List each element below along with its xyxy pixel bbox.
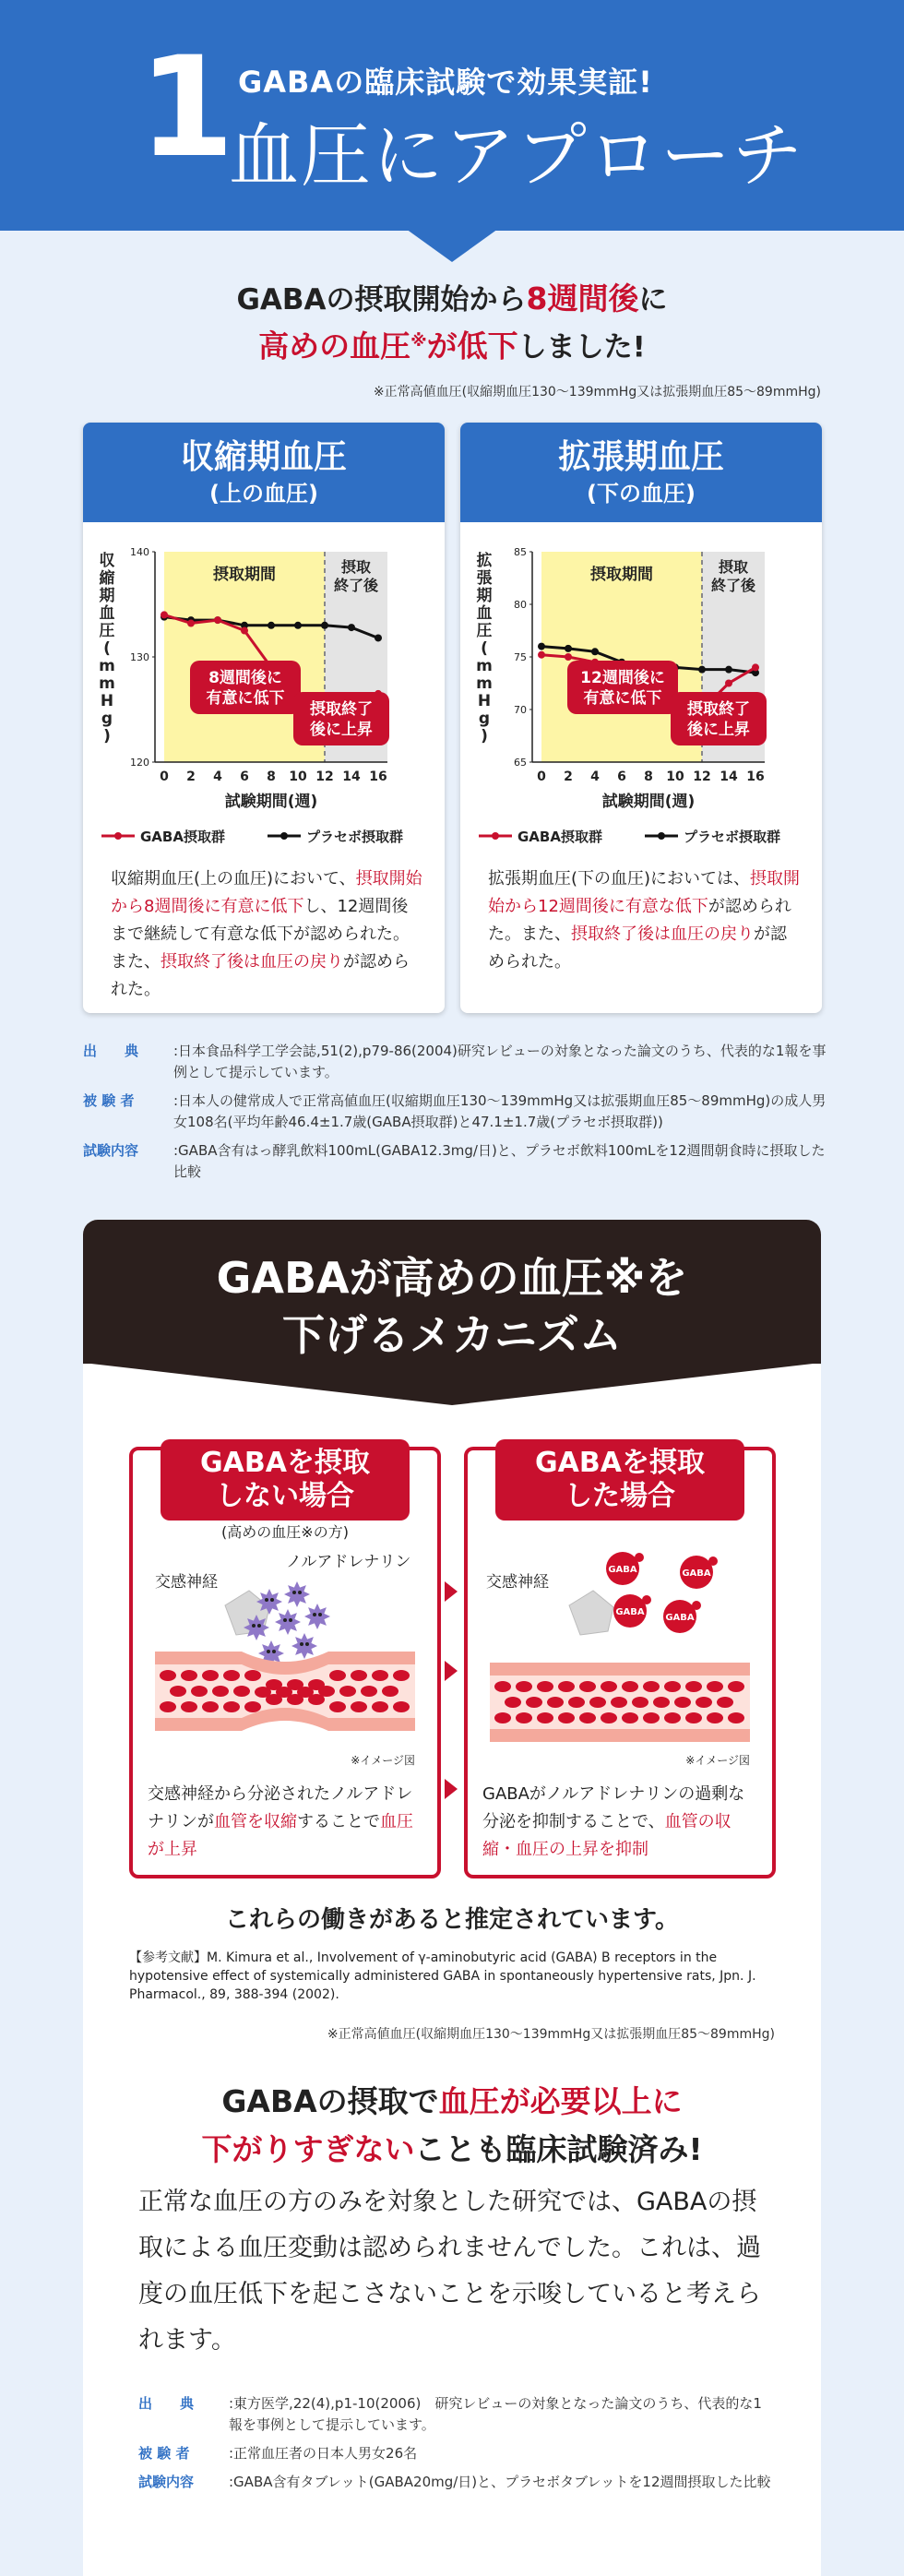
blood-cell — [372, 1701, 388, 1712]
x-tick-label: 14 — [720, 769, 738, 784]
x-tick-label: 4 — [590, 769, 600, 784]
data-point — [591, 648, 599, 655]
data-point — [214, 616, 221, 624]
hero-arrow — [406, 229, 498, 262]
molecule-eye — [298, 1591, 302, 1594]
ref-value: :GABA含有タブレット(GABA20mg/日)と、プラセボタブレットを12週間摂取した比較 — [229, 2474, 771, 2490]
data-point — [698, 666, 706, 674]
diastolic-card-text: 拡張期血圧(下の血圧)においては、摂取開始から12週間後に有意な低下が認められた。また、摂取終了後は血圧の戻りが認められた。 — [488, 869, 801, 972]
ref-key: 出 典 — [138, 2395, 195, 2412]
region-label-intake: 摂取期間 — [213, 566, 276, 584]
blood-cell — [717, 1697, 733, 1708]
noradrenaline-molecule — [304, 1604, 330, 1629]
blood-cell — [547, 1697, 564, 1708]
legend-label: GABA摂取群 — [140, 829, 225, 845]
ref-value: :日本食品科学工学会誌,51(2),p79-86(2004)研究レビューの対象となった論文のうち、代表的な1報を事例として提示しています。 — [173, 1043, 827, 1080]
blood-cell — [526, 1697, 542, 1708]
mechanism-section — [83, 1220, 821, 2576]
y-axis-label: 拡張期血圧( m m H g ) — [476, 552, 493, 745]
x-tick-label: 6 — [617, 769, 626, 784]
noradrenaline-molecule — [256, 1589, 282, 1615]
x-tick-label: 10 — [666, 769, 684, 784]
x-tick-label: 12 — [693, 769, 711, 784]
blood-cell — [728, 1681, 744, 1692]
molecule-eye — [289, 1618, 292, 1622]
blood-cell — [223, 1670, 240, 1681]
blood-cell — [308, 1694, 325, 1705]
molecule-eye — [267, 1650, 270, 1653]
ref-key: 試験内容 — [83, 1142, 139, 1159]
blood-cell — [361, 1686, 377, 1697]
molecule-eye — [252, 1624, 256, 1628]
systolic-card-text: 収縮期血圧(上の血圧)において、摂取開始から8週間後に有意に低下し、12週間後まで継続して有意な低下が認められた。また、摂取終了後は血圧の戻りが認められた。 — [111, 869, 422, 999]
legend-label: プラセボ摂取群 — [684, 829, 781, 845]
footnote-normal-high-bp-2: ※正常高値血圧(収縮期血圧130〜139mmHg又は拡張期血圧85〜89mmHg) — [327, 2027, 775, 2042]
y-tick-label: 140 — [130, 546, 149, 558]
gaba-molecule-tail — [635, 1553, 644, 1562]
blood-cell — [494, 1712, 511, 1723]
molecule-eye — [300, 1642, 303, 1646]
panel-without-gaba-tab: GABAを摂取 しない場合 — [161, 1439, 410, 1521]
data-point — [375, 634, 382, 641]
blood-cell — [351, 1701, 367, 1712]
arrow-right-icon — [445, 1779, 458, 1799]
blood-cell — [728, 1712, 744, 1723]
blood-cell — [372, 1670, 388, 1681]
diastolic-card-header — [460, 423, 822, 522]
blood-cell — [494, 1681, 511, 1692]
arrow-right-icon — [445, 1661, 458, 1681]
blood-cell — [329, 1701, 346, 1712]
blood-cell — [643, 1681, 660, 1692]
region-label-post-1: 摂取 — [718, 558, 749, 576]
blood-cell — [516, 1681, 532, 1692]
blood-cell — [160, 1701, 176, 1712]
molecule-eye — [283, 1618, 287, 1622]
region-label-post-2: 終了後 — [710, 577, 756, 594]
blood-cell — [244, 1701, 261, 1712]
condition-label: (高めの血圧※の方) — [221, 1524, 349, 1541]
annotation-text: 有意に低下 — [583, 689, 662, 708]
x-tick-label: 16 — [746, 769, 765, 784]
legend-swatch-dot — [114, 832, 122, 840]
annotation-text: 12週間後に — [580, 669, 665, 687]
blood-cell — [191, 1686, 208, 1697]
blood-cell — [212, 1686, 229, 1697]
x-axis-label: 試験期間(週) — [601, 793, 696, 811]
blood-cell — [611, 1697, 627, 1708]
annotation-text: 摂取終了 — [310, 700, 373, 719]
molecule-eye — [257, 1624, 261, 1628]
gaba-molecule-label: GABA — [608, 1565, 637, 1575]
blood-cell — [537, 1712, 553, 1723]
gaba-molecule-label: GABA — [682, 1568, 711, 1579]
blood-cell — [622, 1712, 638, 1723]
x-tick-label: 0 — [537, 769, 546, 784]
molecule-eye — [270, 1598, 274, 1602]
blood-cell — [287, 1694, 303, 1705]
blood-cell — [329, 1670, 346, 1681]
blood-cell — [537, 1681, 553, 1692]
y-tick-label: 85 — [514, 546, 527, 558]
x-tick-label: 8 — [644, 769, 653, 784]
noradrenaline-molecule — [284, 1581, 310, 1607]
blood-cell — [685, 1712, 702, 1723]
x-tick-label: 2 — [564, 769, 573, 784]
blood-cell — [516, 1712, 532, 1723]
data-point — [538, 643, 545, 650]
x-tick-label: 6 — [240, 769, 249, 784]
vessel-with-gaba-illustration — [468, 1524, 772, 1783]
y-tick-label: 75 — [514, 651, 527, 663]
blood-cell — [244, 1670, 261, 1681]
blood-cell — [266, 1694, 282, 1705]
data-point — [538, 651, 545, 659]
blood-cell — [589, 1697, 606, 1708]
diastolic-card-title: 拡張期血圧 — [557, 438, 724, 476]
molecule-eye — [318, 1613, 322, 1616]
nerve-label: 交感神経 — [486, 1573, 549, 1592]
hero-title: 血圧にアプローチ — [229, 114, 804, 197]
annotation-text: 摂取終了 — [687, 700, 750, 719]
systolic-card — [83, 423, 445, 1013]
data-point — [725, 680, 732, 687]
blood-cell — [601, 1712, 617, 1723]
systolic-card-subtitle: (上の血圧) — [209, 481, 318, 507]
y-axis-label: 収縮期血圧( m m H g ) — [99, 552, 115, 745]
blood-cell — [170, 1686, 186, 1697]
x-tick-label: 10 — [289, 769, 307, 784]
data-point — [187, 620, 195, 627]
hero-banner — [0, 0, 904, 231]
blood-cell — [622, 1681, 638, 1692]
noradrenaline-molecule — [244, 1615, 269, 1640]
data-point — [161, 611, 168, 618]
gaba-molecule-tail — [642, 1595, 651, 1604]
blood-cell — [579, 1712, 596, 1723]
ref-value: :日本人の健常成人で正常高値血圧(収縮期血圧130〜139mmHg又は拡張期血圧85〜89mmHg)の成人男女108名(平均年齢46.4±1.7歳(GABA摂取群)と47.1±1.7歳(プラセボ摂取群)) — [173, 1092, 827, 1130]
x-axis-label: 試験期間(週) — [224, 793, 318, 811]
panel-with-gaba-tab: GABAを摂取 した場合 — [495, 1439, 744, 1521]
study-references-1 — [83, 1041, 830, 1190]
gaba-molecule-label: GABA — [665, 1613, 695, 1623]
data-point — [268, 622, 275, 629]
ref-row — [138, 2443, 775, 2464]
blood-cell — [181, 1670, 197, 1681]
noradrenaline-molecule — [291, 1633, 317, 1659]
legend-label: GABA摂取群 — [517, 829, 602, 845]
section-number: 1 — [138, 28, 235, 188]
blood-cell — [674, 1697, 691, 1708]
nerve-label: 交感神経 — [155, 1573, 218, 1592]
legend-swatch-dot — [492, 832, 499, 840]
systolic-card-title: 収縮期血圧 — [180, 438, 347, 476]
ref-key: 試験内容 — [138, 2474, 195, 2490]
data-point — [565, 653, 572, 661]
data-point — [321, 622, 328, 629]
blood-cell — [351, 1670, 367, 1681]
literature-reference: 【参考文献】M. Kimura et al., Involvement of γ-aminobutyric acid (GABA) B receptors in the hypotensive effect of systemically administered GABA in spontaneously hypertensive rats, Jpn. J. Pharmacol., 89, 388-394 (2002). — [129, 1950, 756, 2002]
blood-cell — [558, 1681, 575, 1692]
blood-cell — [505, 1697, 521, 1708]
y-tick-label: 120 — [130, 757, 149, 769]
study-references-2 — [138, 2393, 775, 2500]
hero-subtitle: GABAの臨床試験で効果実証! — [238, 65, 653, 100]
x-tick-label: 16 — [369, 769, 387, 784]
ref-row — [83, 1140, 830, 1183]
lead-line-1: GABAの摂取開始から8週間後に — [236, 280, 668, 316]
molecule-eye — [265, 1598, 268, 1602]
blood-cell — [160, 1670, 176, 1681]
image-note: ※イメージ図 — [685, 1754, 750, 1767]
x-tick-label: 12 — [315, 769, 334, 784]
y-tick-label: 65 — [514, 757, 527, 769]
panel-with-gaba-text: GABAがノルアドレナリンの過剰な分泌を抑制することで、血管の収縮・血圧の上昇を抑制 — [482, 1784, 745, 1859]
blood-cell — [696, 1697, 712, 1708]
data-point — [348, 624, 355, 631]
data-point — [725, 666, 732, 674]
blood-cell — [393, 1701, 410, 1712]
lead-line-2: 高めの血圧※が低下しました! — [258, 328, 646, 364]
blood-cell — [382, 1686, 398, 1697]
blood-cell — [233, 1686, 250, 1697]
x-tick-label: 4 — [213, 769, 222, 784]
region-label-post-1: 摂取 — [340, 558, 372, 576]
annotation-text: 後に上昇 — [687, 721, 750, 739]
ref-key: 被 験 者 — [138, 2445, 190, 2462]
blood-cell — [653, 1697, 670, 1708]
noradrenaline-molecule — [275, 1609, 301, 1635]
vessel-without-gaba-illustration — [133, 1524, 437, 1783]
y-tick-label: 70 — [514, 704, 527, 716]
blood-cell — [202, 1701, 219, 1712]
ref-row — [83, 1091, 830, 1133]
mechanism-header-arrow — [83, 1363, 821, 1405]
blood-cell — [632, 1697, 648, 1708]
panel-with-gaba — [464, 1447, 776, 1878]
data-point — [241, 627, 248, 635]
blood-cell — [664, 1712, 681, 1723]
mechanism-conclusion: これらの働きがあると推定されています。 — [225, 1906, 679, 1934]
y-tick-label: 130 — [130, 651, 149, 663]
x-tick-label: 2 — [186, 769, 196, 784]
gaba-molecule-tail — [708, 1556, 718, 1566]
gaba-molecule-tail — [692, 1601, 701, 1610]
blood-cell — [707, 1712, 723, 1723]
ref-key: 出 典 — [83, 1043, 139, 1059]
blood-cell — [568, 1697, 585, 1708]
blood-cell — [181, 1701, 197, 1712]
region-label-intake: 摂取期間 — [590, 566, 653, 584]
region-label-post-2: 終了後 — [333, 577, 379, 594]
x-tick-label: 0 — [160, 769, 169, 784]
gaba-molecule-label: GABA — [615, 1607, 645, 1617]
footnote-normal-high-bp: ※正常高値血圧(収縮期血圧130〜139mmHg又は拡張期血圧85〜89mmHg) — [373, 385, 821, 400]
annotation-text: 8週間後に — [208, 669, 282, 687]
ref-value: :正常血圧者の日本人男女26名 — [229, 2445, 418, 2462]
diastolic-card-subtitle: (下の血圧) — [587, 481, 696, 507]
x-tick-label: 14 — [342, 769, 361, 784]
x-tick-label: 8 — [267, 769, 276, 784]
blood-cell — [579, 1681, 596, 1692]
noradrenaline-label: ノルアドレナリン — [286, 1553, 411, 1571]
claim-body: 正常な血圧の方のみを対象とした研究では、GABAの摂取による血圧変動は認められませんでした。これは、過度の血圧低下を起こさないことを示唆していると考えられます。 — [138, 2188, 761, 2355]
blood-cell — [339, 1686, 356, 1697]
panel-without-gaba — [129, 1447, 441, 1878]
mechanism-title: GABAが高めの血圧※を 下げるメカニズム — [216, 1253, 688, 1360]
molecule-eye — [313, 1613, 316, 1616]
arrow-right-icon — [445, 1581, 458, 1602]
legend-swatch-dot — [658, 832, 665, 840]
blood-cell — [643, 1712, 660, 1723]
ref-row — [83, 1041, 830, 1083]
blood-cell — [223, 1701, 240, 1712]
ref-key: 被 験 者 — [83, 1092, 135, 1109]
nerve-ending — [569, 1591, 613, 1635]
systolic-chart — [83, 524, 445, 865]
y-tick-label: 80 — [514, 599, 527, 611]
blood-cell — [558, 1712, 575, 1723]
data-point — [565, 645, 572, 652]
claim-heading: GABAの摂取で血圧が必要以上に 下がりすぎないことも臨床試験済み! — [201, 2083, 703, 2167]
legend-swatch-dot — [280, 832, 288, 840]
ref-value: :東方医学,22(4),p1-10(2006) 研究レビューの対象となった論文のうち、代表的な1報を事例として提示しています。 — [229, 2395, 762, 2433]
annotation-text: 後に上昇 — [310, 721, 373, 739]
blood-cell — [707, 1681, 723, 1692]
systolic-card-header — [83, 423, 445, 522]
molecule-eye — [292, 1591, 296, 1594]
diastolic-card — [460, 423, 822, 1013]
ref-row — [138, 2472, 775, 2493]
ref-row — [138, 2393, 775, 2436]
ref-value: :GABA含有はっ酵乳飲料100mL(GABA12.3mg/日)と、プラセボ飲料100mLを12週間朝食時に摂取した比較 — [173, 1142, 826, 1180]
molecule-eye — [305, 1642, 309, 1646]
blood-cell — [202, 1670, 219, 1681]
molecule-eye — [272, 1650, 276, 1653]
data-point — [752, 663, 759, 671]
data-point — [294, 622, 302, 629]
annotation-text: 有意に低下 — [206, 689, 285, 708]
image-note: ※イメージ図 — [351, 1754, 415, 1767]
diastolic-chart — [460, 524, 822, 865]
blood-cell — [685, 1681, 702, 1692]
panel-without-gaba-text: 交感神経から分泌されたノルアドレナリンが血管を収縮することで血圧が上昇 — [148, 1784, 413, 1859]
blood-cell — [601, 1681, 617, 1692]
blood-cell — [664, 1681, 681, 1692]
legend-label: プラセボ摂取群 — [306, 829, 404, 845]
blood-cell — [393, 1670, 410, 1681]
